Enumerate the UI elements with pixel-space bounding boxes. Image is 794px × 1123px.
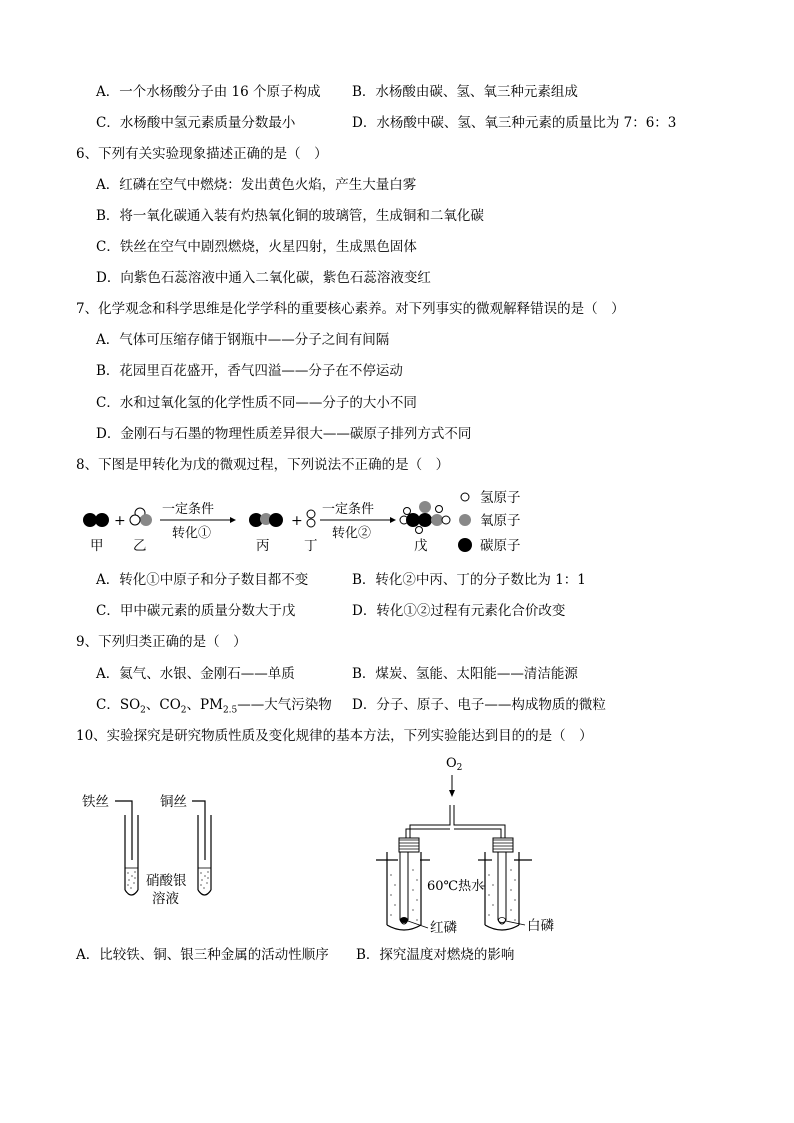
molecule-jia [83, 513, 109, 527]
copper-wire-label: 铜丝 [160, 794, 187, 810]
q5-option-b: B．水杨酸由碳、氢、氧三种元素组成 [352, 84, 578, 100]
hot-water-label: 60℃热水 [427, 879, 485, 894]
condition-1: 一定条件 [162, 502, 215, 517]
label-bing: 丙 [256, 538, 270, 554]
solution-label-2: 溶液 [152, 891, 179, 907]
plus-1: + [114, 513, 126, 529]
legend-c-icon [458, 538, 472, 552]
q8-option-b: B．转化②中丙、丁的分子数比为 1：1 [352, 572, 586, 588]
condition-2: 一定条件 [322, 502, 375, 517]
iron-wire-label: 铁丝 [82, 794, 109, 810]
q7-option-c: C．水和过氧化氢的化学性质不同——分子的大小不同 [96, 395, 417, 411]
legend-o-label: 氧原子 [480, 513, 521, 529]
o2-arrow-head [449, 790, 455, 797]
test-tube-2 [198, 815, 211, 895]
q10-option-b: B．探究温度对燃烧的影响 [356, 947, 515, 963]
q9-stem: 9、下列归类正确的是（ ） [76, 634, 247, 650]
plus-2: + [291, 513, 303, 529]
q8-stem: 8、下图是甲转化为戊的微观过程，下列说法不正确的是（ ） [76, 457, 450, 473]
label-ding: 丁 [304, 538, 318, 554]
white-phosphorus-label: 白磷 [527, 918, 554, 934]
conversion-2: 转化② [332, 526, 372, 541]
legend-h-icon [461, 493, 469, 501]
q6-stem: 6、下列有关实验现象描述正确的是（ ） [76, 146, 328, 162]
tube-red-phosphorus [376, 838, 430, 930]
tube-white-phosphorus [478, 838, 532, 930]
q8-option-a: A．转化①中原子和分子数目都不变 [96, 572, 309, 588]
q6-option-b: B．将一氧化碳通入装有灼热氧化铜的玻璃管，生成铜和二氧化碳 [96, 208, 484, 224]
q5-option-a: A．一个水杨酸分子由 16 个原子构成 [96, 84, 321, 100]
q9-option-b: B．煤炭、氢能、太阳能——清洁能源 [352, 666, 578, 682]
legend-h-label: 氢原子 [480, 490, 521, 506]
molecule-ding [307, 510, 315, 527]
q7-option-d: D．金刚石与石墨的物理性质差异很大——碳原子排列方式不同 [96, 426, 472, 442]
q6-option-d: D．向紫色石蕊溶液中通入二氧化碳，紫色石蕊溶液变红 [96, 270, 431, 286]
q8-option-d: D．转化①②过程有元素化合价改变 [352, 603, 566, 619]
q5-option-c: C．水杨酸中氢元素质量分数最小 [96, 115, 296, 131]
q6-option-a: A．红磷在空气中燃烧：发出黄色火焰，产生大量白雾 [96, 177, 417, 193]
molecule-yi [130, 508, 152, 526]
q9-option-a: A．氦气、水银、金刚石——单质 [96, 666, 295, 682]
arrow-2-head [390, 517, 396, 523]
q5-option-d: D．水杨酸中碳、氢、氧三种元素的质量比为 7：6：3 [352, 115, 677, 131]
label-jia: 甲 [90, 538, 104, 554]
q8-option-c: C．甲中碳元素的质量分数大于戊 [96, 603, 296, 619]
molecule-wu [400, 501, 450, 534]
q7-stem: 7、化学观念和科学思维是化学学科的重要核心素养。对下列事实的微观解释错误的是（ ） [76, 301, 625, 317]
solution-label-1: 硝酸银 [146, 873, 187, 889]
o2-label: $O_2$ [446, 756, 463, 773]
test-tube-1 [125, 815, 138, 895]
q9-option-c: C．$SO_2$、$CO_2$、$PM_{2.5}——$大气污染物 [96, 697, 332, 716]
molecule-bing [249, 513, 283, 527]
q7-option-a: A．气体可压缩存储于钢瓶中——分子之间有间隔 [96, 332, 390, 348]
label-wu: 戊 [414, 538, 428, 554]
label-yi: 乙 [133, 538, 147, 554]
arrow-1-head [230, 517, 236, 523]
q7-option-b: B．花园里百花盛开，香气四溢——分子在不停运动 [96, 363, 403, 379]
q10-stem: 10、实验探究是研究物质性质及变化规律的基本方法，下列实验能达到目的的是（ ） [76, 728, 593, 744]
legend-o-icon [459, 514, 471, 526]
q6-option-c: C．铁丝在空气中剧烈燃烧，火星四射，生成黑色固体 [96, 239, 417, 255]
q9-option-d: D．分子、原子、电子——构成物质的微粒 [352, 697, 606, 713]
red-phosphorus-label: 红磷 [430, 920, 457, 936]
conversion-1: 转化① [172, 526, 212, 541]
legend-c-label: 碳原子 [480, 538, 521, 554]
q10-option-a: A．比较铁、铜、银三种金属的活动性顺序 [76, 947, 329, 963]
